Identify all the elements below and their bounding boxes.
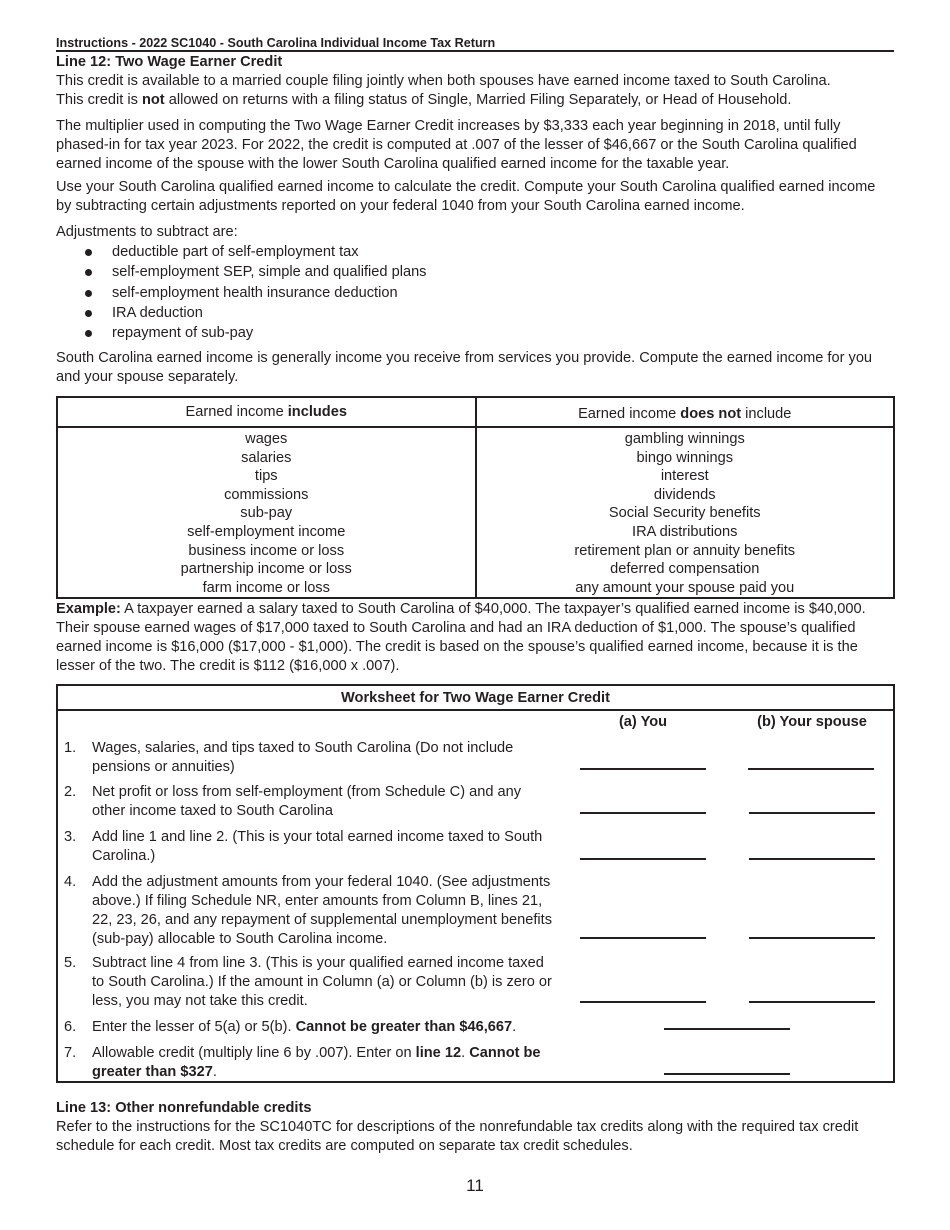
table-cell: partnership income or loss [180,561,352,578]
line-text: Add line 1 and line 2. (This is your total earned income taxed to South Carolina.) [92,829,543,864]
line-text: Add the adjustment amounts from your federal 1040. (See adjustments above.) If filing Schedule NR, enter amounts from Column B, lines 21, 22, 23, 26, and any repayment of supplemental unemployment benefits (sub-pay) allocable to South Carolina income. [92,874,552,947]
line-3-spouse-field[interactable] [749,858,875,860]
table-cell: sub-pay [240,505,293,522]
column-a-header: (a) You [618,714,668,730]
line-6-field[interactable] [664,1028,790,1030]
list-item-text: IRA deduction [112,304,203,321]
line12-para1-a: This credit is available to a married couple filing jointly when both spouses have earned income taxed to South Carolina. [56,73,831,89]
line13-text: Refer to the instructions for the SC1040TC for descriptions of the nonrefundable tax credits along with the required tax credit schedule for each credit. Most tax credits are computed on separate tax credit schedules. [56,1119,859,1154]
line12-para3: Use your South Carolina qualified earned income to calculate the credit. Compute your South Carolina qualified earned income by subtracting certain adjustments reported on your federal 1040 from your South Carolina earned income. [56,179,876,214]
example-paragraph [56,600,894,676]
emphasis-not: not [141,92,165,108]
list-item-text: deductible part of self-employment tax [112,244,359,260]
line-number: 7. [64,1045,77,1061]
earned-income-table [56,396,895,599]
text: Enter the lesser of 5(a) or 5(b). [92,1019,296,1035]
adjustments-intro: Adjustments to subtract are: [56,224,238,240]
line-number: 3. [64,829,77,845]
line-4-spouse-field[interactable] [749,937,875,939]
text: allowed on returns with a filing status of Single, Married Filing Separately, or Head of Household. [164,92,792,108]
worksheet-title: Worksheet for Two Wage Earner Credit [58,686,893,711]
list-item-text: repayment of sub-pay [112,325,254,342]
line-2-you-field[interactable] [580,812,706,814]
excludes-header [476,397,895,427]
table-cell: farm income or loss [202,579,330,596]
line-number: 2. [64,784,77,800]
column-b-header: (b) Your spouse [757,714,867,730]
line-text: Wages, salaries, and tips taxed to South Carolina (Do not include pensions or annuities) [92,740,514,775]
text: Earned income [185,403,288,420]
table-cell: wages [245,431,288,447]
line13-section [56,1099,894,1156]
list-item [56,303,894,323]
table-cell: retirement plan or annuity benefits [574,542,796,559]
bullet-icon [85,249,92,256]
bullet-icon [85,290,92,297]
bullet-icon [85,310,92,317]
line-text [92,1018,557,1037]
two-wage-earner-worksheet [56,684,895,1083]
page-number: 11 [466,1176,484,1195]
table-cell: deferred compensation [610,561,760,578]
emphasis: Cannot be greater than $46,667 [295,1019,513,1035]
line12-para4: South Carolina earned income is generally income you receive from services you provide. Compute the earned income for you and your spouse separately. [56,350,873,385]
text: . [212,1064,217,1080]
example-label: Example: [56,601,121,617]
list-item [56,242,894,262]
bullet-icon [85,330,92,337]
table-cell: any amount your spouse paid you [575,579,795,596]
table-cell: gambling winnings [624,431,745,447]
list-item [56,323,894,343]
line12-para1-b [56,91,894,110]
line-5-you-field[interactable] [580,1001,706,1003]
line12-title: Line 12: Two Wage Earner Credit [56,54,283,70]
line-5-spouse-field[interactable] [749,1001,875,1003]
emphasis: does not [680,405,742,422]
emphasis: includes [287,403,347,420]
list-item [56,262,894,282]
text: Allowable credit (multiply line 6 by .007). Enter on [92,1045,416,1061]
text: . [461,1045,470,1061]
list-item-text: self-employment health insurance deduction [112,284,398,301]
table-cell: interest [660,468,709,485]
includes-header [57,397,476,427]
adjustments-block [56,223,894,343]
list-item-text: self-employment SEP, simple and qualified plans [112,264,427,281]
emphasis: line 12 [415,1045,462,1061]
line12-section [56,53,894,110]
list-item [56,283,894,303]
line-4-you-field[interactable] [580,937,706,939]
line-number: 4. [64,874,77,890]
text: . [512,1019,517,1035]
line12-para2: The multiplier used in computing the Two Wage Earner Credit increases by $3,333 each year beginning in 2018, until fully phased-in for tax year 2023. For 2022, the credit is computed at .007 of the lesser of $46,667 or the South Carolina qualified earned income of the spouse with the lower South Carolina qualified earned income for the taxable year. [56,118,857,172]
table-cell: dividends [653,486,716,503]
line-1-you-field[interactable] [580,768,706,770]
table-cell: Social Security benefits [608,505,761,522]
line-2-spouse-field[interactable] [749,812,875,814]
bullet-icon [85,269,92,276]
example-text: A taxpayer earned a salary taxed to South Carolina of $40,000. The taxpayer’s qualified earned income is $40,000. Their spouse earned wages of $17,000 taxed to South Carolina and had an IRA deduction of $1,000. The spouse’s qualified earned income is $16,000 ($17,000 - $1,000). The credit is based on the spouse’s qualified earned income, because it is the lesser of the two. The credit is $112 ($16,000 x .007). [56,601,866,674]
line-1-spouse-field[interactable] [748,768,874,770]
line-number: 1. [64,740,77,756]
line13-title: Line 13: Other nonrefundable credits [56,1100,312,1116]
includes-column [57,427,476,598]
table-cell: tips [254,468,278,485]
text: This credit is [56,92,142,108]
table-cell: self-employment income [187,523,346,540]
line-text: Subtract line 4 from line 3. (This is your qualified earned income taxed to South Carolina.) If the amount in Column (a) or Column (b) is zero or less, you may not take this credit. [92,955,552,1009]
line-text: Net profit or loss from self-employment (from Schedule C) and any other income taxed to South Carolina [92,784,522,819]
line-number: 5. [64,955,77,971]
line-7-field[interactable] [664,1073,790,1075]
emphasis: Cannot be greater than $327 [92,1045,541,1080]
running-header: Instructions - 2022 SC1040 - South Carolina Individual Income Tax Return [56,36,894,52]
table-cell: salaries [241,449,292,466]
adjustments-list [56,242,894,343]
text: Earned income [578,405,681,422]
table-cell: commissions [224,486,309,503]
table-cell: IRA distributions [632,523,738,540]
line-3-you-field[interactable] [580,858,706,860]
line-number: 6. [64,1019,77,1035]
text: include [741,405,792,422]
line-text [92,1044,557,1082]
excludes-column [476,427,895,598]
table-cell: bingo winnings [636,449,734,466]
table-cell: business income or loss [188,542,345,559]
